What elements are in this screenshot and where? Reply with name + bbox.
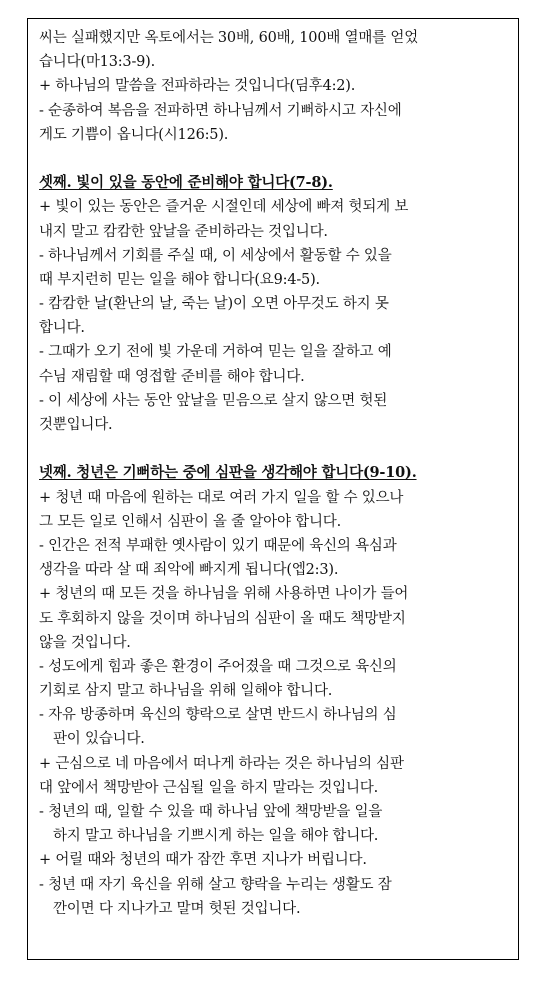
text-line: - 캄캄한 날(환난의 날, 죽는 날)이 오면 아무것도 하지 못 [39, 296, 389, 313]
text-line: + 하나님의 말씀을 전파하라는 것입니다(딤후4:2). [39, 78, 356, 95]
text-line: 기회로 삼지 말고 하나님을 위해 일해야 합니다. [39, 683, 333, 700]
text-line: - 인간은 전적 부패한 옛사람이 있기 때문에 육신의 욕심과 [39, 537, 397, 554]
text-line: 판이 있습니다. [53, 731, 145, 748]
text-line: 수님 재림할 때 영접할 준비를 해야 합니다. [39, 368, 305, 385]
text-line: 내지 말고 캄캄한 앞날을 준비하라는 것입니다. [39, 223, 328, 240]
text-line: - 자유 방종하며 육신의 향락으로 살면 반드시 하나님의 심 [39, 707, 397, 724]
paragraph-spacer [39, 147, 511, 171]
text-line: 않을 것입니다. [39, 634, 131, 651]
text-line: 때 부지런히 믿는 일을 해야 합니다(요9:4-5). [39, 271, 320, 288]
paragraph-spacer [39, 437, 511, 461]
document-body [39, 26, 511, 921]
text-line: 합니다. [39, 320, 85, 337]
text-line: - 그때가 오기 전에 빛 가운데 거하여 믿는 일을 잘하고 예 [39, 344, 392, 361]
text-line: + 청년의 때 모든 것을 하나님을 위해 사용하면 나이가 들어 [39, 586, 409, 603]
text-line: 습니다(마13:3-9). [39, 54, 156, 71]
text-line: - 청년 때 자기 육신을 위해 살고 향락을 누리는 생활도 잠 [39, 876, 392, 893]
text-line: + 근심으로 네 마음에서 떠나게 하라는 것은 하나님의 심판 [39, 755, 404, 772]
section-3 [39, 171, 511, 437]
text-line: - 하나님께서 기회를 주실 때, 이 세상에서 활동할 수 있을 [39, 247, 392, 264]
section-heading: 넷째. 청년은 기뻐하는 중에 심판을 생각해야 합니다(9-10). [39, 464, 417, 482]
text-line: 깐이면 다 지나가고 말며 헛된 것입니다. [53, 900, 301, 917]
text-line: - 성도에게 힘과 좋은 환경이 주어졌을 때 그것으로 육신의 [39, 658, 397, 675]
text-line: 게도 기쁨이 옵니다(시126:5). [39, 126, 229, 143]
intro-block [39, 26, 511, 147]
text-line: 것뿐입니다. [39, 417, 113, 433]
text-line: 그 모든 일로 인해서 심판이 올 줄 알아야 합니다. [39, 513, 342, 530]
text-line: - 청년의 때, 일할 수 있을 때 하나님 앞에 책망받을 일을 [39, 804, 383, 820]
text-line: 도 후회하지 않을 것이며 하나님의 심판이 올 때도 책망받지 [39, 610, 406, 627]
text-line: + 청년 때 마음에 원하는 대로 여러 가지 일을 할 수 있으나 [39, 489, 404, 506]
text-line: 대 앞에서 책망받아 근심될 일을 하지 말라는 것입니다. [39, 779, 379, 796]
section-heading: 셋째. 빛이 있을 동안에 준비해야 합니다(7-8). [39, 174, 333, 192]
text-line: - 이 세상에 사는 동안 앞날을 믿음으로 살지 않으면 헛된 [39, 392, 388, 409]
text-line: 씨는 실패했지만 옥토에서는 30배, 60배, 100배 열매를 얻었 [39, 30, 418, 46]
text-line: 생각을 따라 살 때 죄악에 빠지게 됩니다(엡2:3). [39, 562, 339, 579]
section-4 [39, 461, 511, 921]
text-line: 하지 말고 하나님을 기쁘시게 하는 일을 해야 합니다. [53, 828, 379, 845]
text-line: + 어릴 때와 청년의 때가 잠깐 후면 지나가 버립니다. [39, 852, 367, 869]
text-line: + 빛이 있는 동안은 즐거운 시절인데 세상에 빠져 헛되게 보 [39, 199, 409, 216]
text-line: - 순종하여 복음을 전파하면 하나님께서 기뻐하시고 자신에 [39, 102, 402, 119]
